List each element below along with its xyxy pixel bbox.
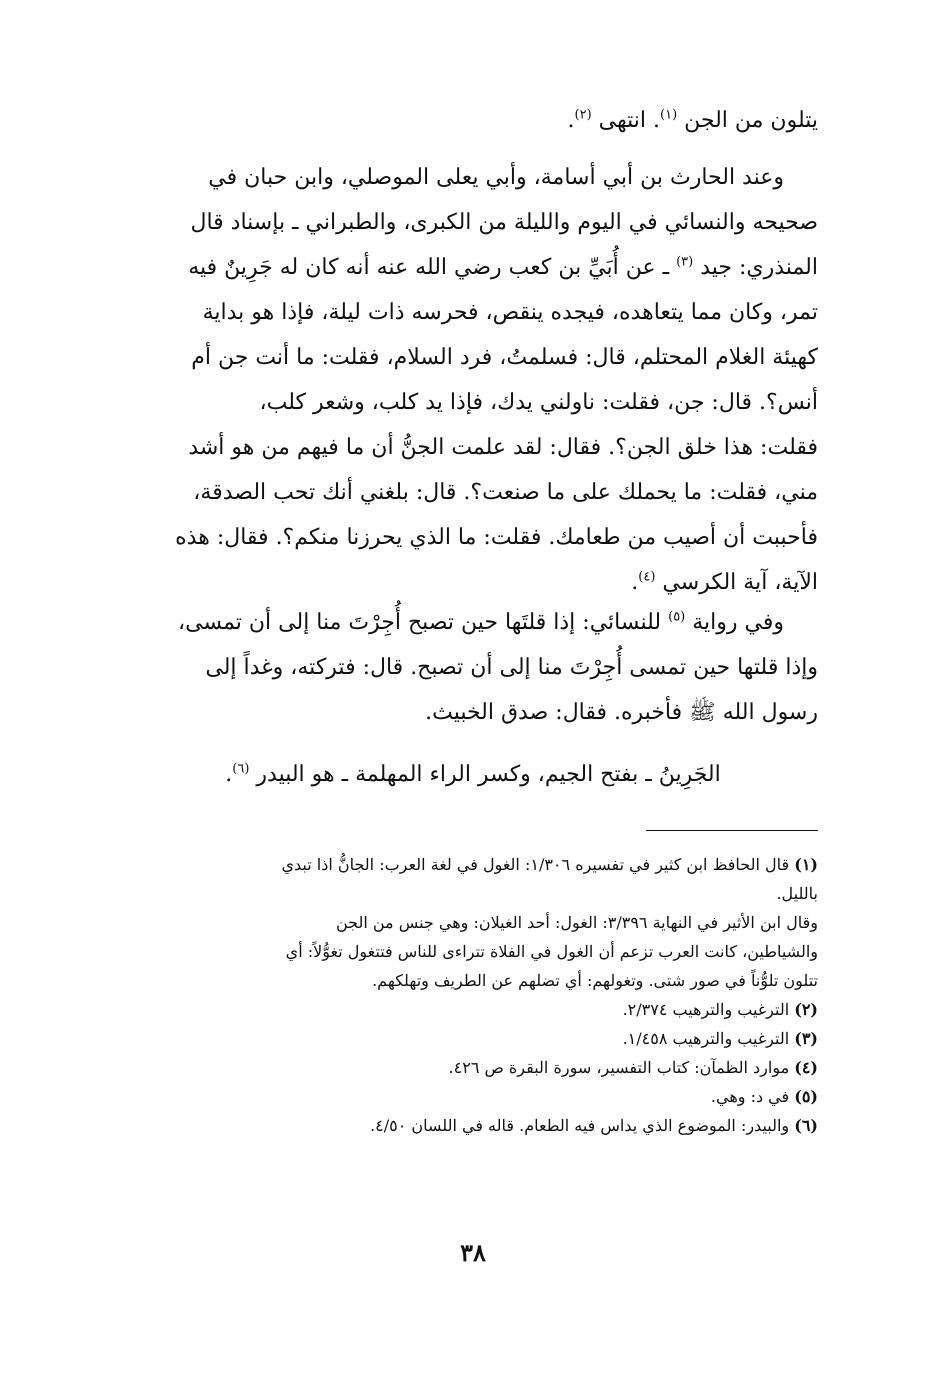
- text: للنسائي: إذا قلتَها حين تصبح أُجِرْتَ منا إلى أن تمسى،: [178, 610, 662, 635]
- text: يتلون من الجن: [684, 108, 818, 133]
- paragraph-2-line: تمر، وكان مما يتعاهده، فيجده ينقص، فحرسه ذات ليلة، فإذا هو بداية: [202, 300, 818, 325]
- text: ـ عن أُبَيِّ بن كعب رضي الله عنه أنه كان له جَرِينٌ فيه: [188, 255, 670, 280]
- footnote-line: وقال ابن الأثير في النهاية ٣/٣٩٦: الغول: أحد الغيلان: وهي جنس من الجن: [335, 913, 818, 932]
- footnote-ref: (٤): [638, 569, 656, 585]
- text: في د: وهي.: [710, 1087, 790, 1106]
- text: .: [567, 108, 575, 133]
- footnote-1: [128, 850, 818, 995]
- paragraph-4: [128, 752, 818, 797]
- text: . انتهى: [598, 108, 660, 133]
- footnote-number: (٤): [794, 1058, 818, 1077]
- footnote-number: (٣): [794, 1029, 818, 1048]
- footnote-ref: (١): [660, 107, 678, 123]
- text: والبيدر: الموضوع الذي يداس فيه الطعام. قاله في اللسان ٤/٥٠.: [370, 1116, 790, 1135]
- footnote-ref: (٢): [574, 107, 592, 123]
- footnote-line: بالليل.: [776, 884, 818, 903]
- footnote-ref: (٥): [668, 609, 686, 625]
- footnote-number: (٢): [794, 1000, 818, 1019]
- text: .: [225, 762, 233, 787]
- footnote-line: [128, 850, 818, 879]
- paragraph-3-line: رسول الله ﷺ فأخبره. فقال: صدق الخبيث.: [425, 700, 818, 725]
- footnote-2: [128, 995, 818, 1024]
- paragraph-1-line: [128, 98, 818, 143]
- paragraph-2-line: [128, 560, 818, 605]
- footnotes: [128, 850, 818, 1140]
- footnote-4: [128, 1053, 818, 1082]
- footnote-line: تتلون تلوُّناً في صور شتى. وتغولهم: أي تضلهم عن الطريف وتهلكهم.: [372, 971, 818, 990]
- paragraph-2-line: [128, 245, 818, 290]
- footnote-3: [128, 1024, 818, 1053]
- footnote-6: [128, 1111, 818, 1140]
- footnote-number: (١): [794, 855, 818, 874]
- text: الترغيب والترهيب ١/٤٥٨.: [622, 1029, 790, 1048]
- text: قال الحافظ ابن كثير في تفسيره ١/٣٠٦: الغول في لغة العرب: الجانُّ اذا تبدي: [281, 855, 790, 874]
- text: الآية، آية الكرسي: [662, 570, 818, 595]
- paragraph-2-line: وعند الحارث بن أبي أسامة، وأبي يعلى الموصلي، وابن حبان في: [208, 165, 784, 190]
- paragraph-3: [128, 600, 818, 735]
- paragraph-2-line: فقلت: هذا خلق الجن؟. فقال: لقد علمت الجنُّ أن ما فيهم من هو أشد: [188, 435, 818, 460]
- paragraph-3-line: وإذا قلتها حين تمسى أُجِرْتَ منا إلى أن تصبح. قال: فتركته، وغداً إلى: [205, 655, 818, 680]
- text: وفي رواية: [692, 610, 784, 635]
- paragraph-4-line: [128, 752, 818, 797]
- paragraph-2-line: أنس؟. قال: جن، فقلت: ناولني يدك، فإذا يد كلب، وشعر كلب،: [259, 390, 818, 415]
- text: الترغيب والترهيب ٢/٣٧٤.: [622, 1000, 790, 1019]
- paragraph-2-line: كهيئة الغلام المحتلم، قال: فسلمتُ، فرد السلام، فقلت: ما أنت جن أم: [191, 345, 818, 370]
- footnote-separator: [646, 830, 818, 831]
- paragraph-1: [128, 98, 818, 143]
- text: موارد الظمآن: كتاب التفسير، سورة البقرة ص ٤٢٦.: [448, 1058, 790, 1077]
- footnote-number: (٥): [794, 1087, 818, 1106]
- page-number: ٣٨: [460, 1238, 486, 1267]
- footnote-5: [128, 1082, 818, 1111]
- paragraph-3-line: [128, 600, 818, 645]
- text: الجَرِينُ ـ بفتح الجيم، وكسر الراء المهلمة ـ هو البيدر: [256, 762, 721, 787]
- paragraph-2-line: فأحببت أن أصيب من طعامك. فقلت: ما الذي يحرزنا منكم؟. فقال: هذه: [175, 525, 818, 550]
- footnote-line: والشياطين، كانت العرب تزعم أن الغول في الفلاة تتراءى للناس فتتغول تغوُّلاً: أي: [285, 942, 818, 961]
- paragraph-2-line: مني، فقلت: ما يحملك على ما صنعت؟. قال: بلغني أنك تحب الصدقة،: [193, 480, 818, 505]
- paragraph-2: [128, 155, 818, 605]
- footnote-ref: (٣): [676, 254, 694, 270]
- paragraph-2-line: صحيحه والنسائي في اليوم والليلة من الكبرى، والطبراني ـ بإسناد قال: [190, 210, 818, 235]
- footnote-number: (٦): [794, 1116, 818, 1135]
- text: .: [631, 570, 639, 595]
- text: المنذري: جيد: [700, 255, 818, 280]
- footnote-ref: (٦): [232, 761, 250, 777]
